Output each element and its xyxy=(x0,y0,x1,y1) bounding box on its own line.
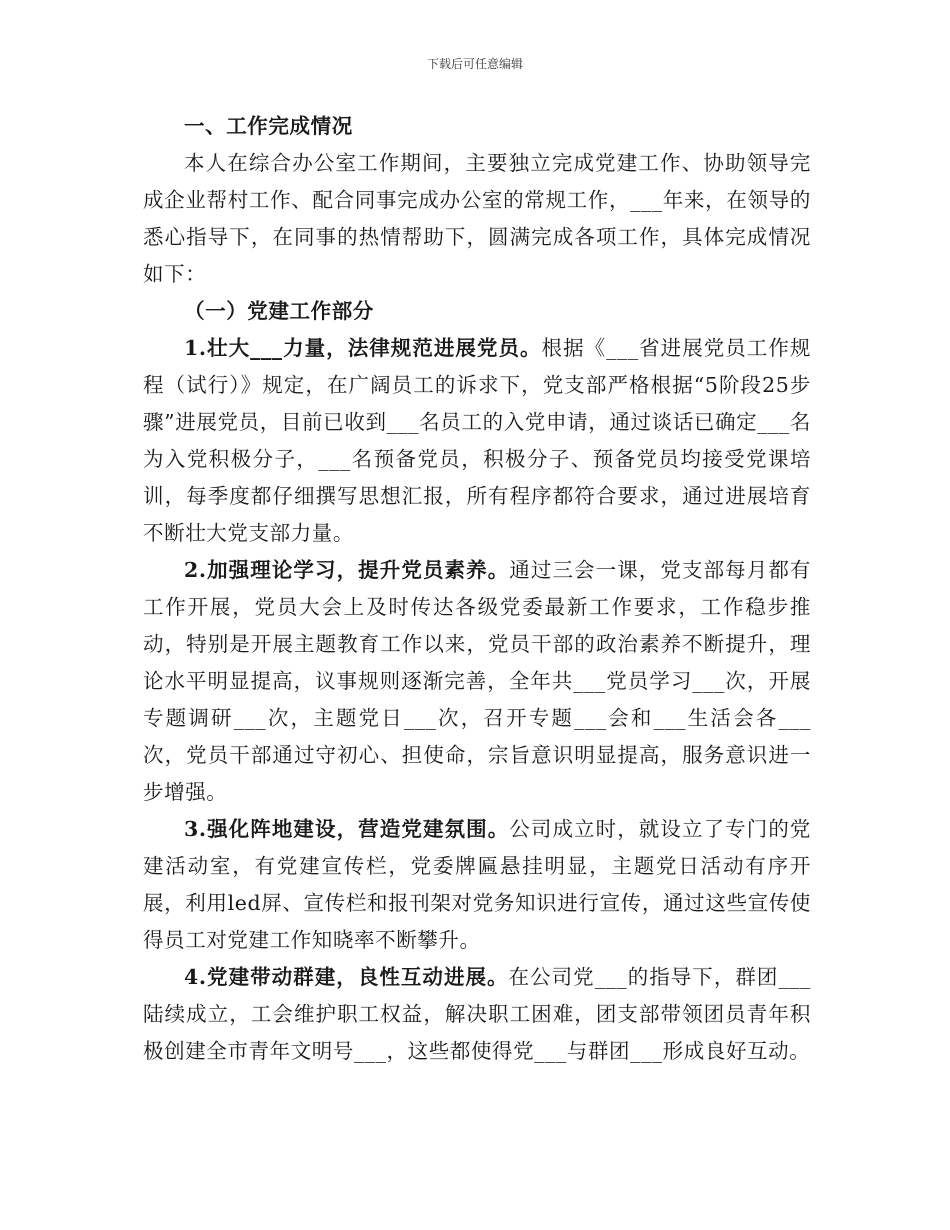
item-text-2: 通过三会一课，党支部每月都有工作开展，党员大会上及时传达各级党委最新工作要求，工作稳步推动，特别是开展主题教育工作以来，党员干部的政治素养不断提升，理论水平明显提高，议事规则逐渐完善，全年共___党员学习___次，开展专题调研___次，主题党日___次，召开专题___会和___生活会各___次，党员干部通过守初心、担使命，宗旨意识明显提高，服务意识进一步增强。 xyxy=(143,558,812,804)
item-paragraph-4 xyxy=(143,959,811,1070)
intro-paragraph: 本人在综合办公室工作期间，主要独立完成党建工作、协助领导完成企业帮村工作、配合同事完成办公室的常规工作，___年来，在领导的悉心指导下，在同事的热情帮助下，圆满完成各项工作，具体完成情况如下： xyxy=(143,151,811,286)
item-lead-3: 3.强化阵地建设，营造党建氛围。 xyxy=(184,817,510,841)
section-title: 一、工作完成情况 xyxy=(184,114,353,138)
item-paragraph-1 xyxy=(143,330,811,552)
item-text-3: 公司成立时，就设立了专门的党建活动室，有党建宣传栏，党委牌匾悬挂明显，主题党日活动有序开展，利用led屏、宣传栏和报刊架对党务知识进行宣传，通过这些宣传使得员工对党建工作知晓率不断攀升。 xyxy=(143,817,812,952)
item-lead-1: 1.壮大___力量，法律规范进展党员。 xyxy=(184,336,542,360)
item-paragraph-2 xyxy=(143,552,811,811)
item-text-1: 根据《___省进展党员工作规程（试行）》规定，在广阔员工的诉求下，党支部严格根据“5阶段25步骤”进展党员，目前已收到___名员工的入党申请，通过谈话已确定___名为入党积极分子，___名预备党员，积极分子、预备党员均接受党课培训，每季度都仔细撰写思想汇报，所有程序都符合要求，通过进展培育不断壮大党支部力量。 xyxy=(143,336,812,545)
item-lead-2: 2.加强理论学习，提升党员素养。 xyxy=(184,558,510,582)
header-note: 下载后可任意编辑 xyxy=(426,57,523,71)
item-paragraph-3 xyxy=(143,811,811,959)
subsection-title: （一）党建工作部分 xyxy=(184,299,374,323)
document-body xyxy=(143,108,811,1070)
item-text-4: 在公司党___的指导下，群团___陆续成立，工会维护职工权益，解决职工困难，团支部带领团员青年积极创建全市青年文明号___，这些都使得党___与群团___形成良好互动。 xyxy=(143,965,812,1063)
item-lead-4: 4.党建带动群建，良性互动进展。 xyxy=(184,965,509,989)
